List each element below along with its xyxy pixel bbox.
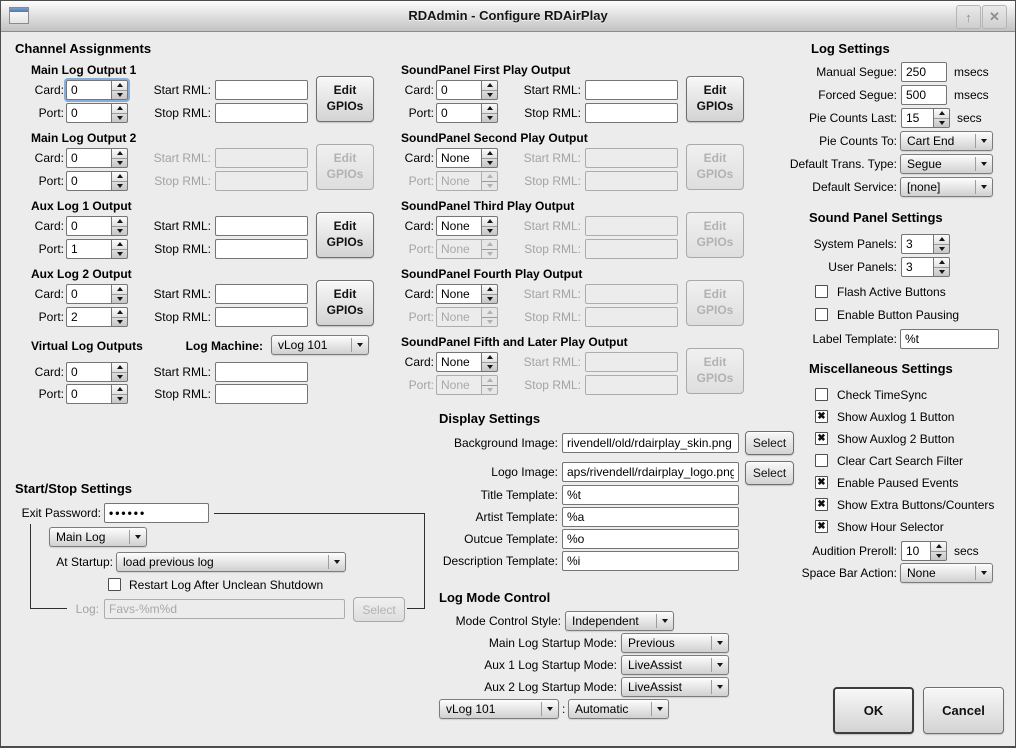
audition-preroll-label: Audition Preroll: bbox=[812, 544, 897, 558]
spin-up-icon[interactable] bbox=[934, 235, 949, 244]
group-title: SoundPanel First Play Output bbox=[401, 63, 571, 77]
spin-up-icon[interactable] bbox=[482, 353, 497, 362]
card-label: Card: bbox=[34, 287, 64, 301]
aux1-log-startup-mode-dropdown[interactable]: LiveAssist bbox=[621, 655, 729, 675]
startup-log-select-button: Select bbox=[353, 597, 405, 622]
start-rml-label: Start RML: bbox=[153, 287, 211, 301]
bracket-line bbox=[30, 524, 31, 609]
spin-down-icon[interactable] bbox=[934, 244, 949, 254]
card-value[interactable] bbox=[436, 352, 481, 372]
spin-up-icon[interactable] bbox=[112, 149, 127, 158]
start-rml-label: Start RML: bbox=[523, 151, 581, 165]
edit-gpios-button[interactable]: Edit GPIOs bbox=[316, 212, 374, 258]
edit-gpios-button: Edit GPIOs bbox=[686, 280, 744, 326]
card-value[interactable] bbox=[66, 80, 111, 100]
system-panels-label: System Panels: bbox=[813, 237, 897, 251]
spin-up-icon[interactable] bbox=[482, 217, 497, 226]
card-spinbox[interactable] bbox=[436, 80, 498, 100]
start-rml-input[interactable] bbox=[585, 80, 678, 100]
start-rml-label: Start RML: bbox=[153, 365, 211, 379]
cancel-button[interactable]: Cancel bbox=[923, 687, 1004, 734]
forced-segue-label: Forced Segue: bbox=[818, 88, 897, 102]
artist-template-input[interactable] bbox=[562, 507, 739, 527]
stop-rml-input bbox=[215, 171, 308, 191]
edit-gpios-button: Edit GPIOs bbox=[686, 348, 744, 394]
spin-up-icon[interactable] bbox=[934, 258, 949, 267]
spin-up-icon[interactable] bbox=[482, 149, 497, 158]
clear-cart-search-filter-label: Clear Cart Search Filter bbox=[837, 454, 964, 468]
exit-password-input[interactable] bbox=[104, 503, 209, 523]
dropdown-arrow-icon bbox=[711, 658, 728, 672]
spin-down-icon[interactable] bbox=[482, 113, 497, 123]
spin-down-icon[interactable] bbox=[482, 90, 497, 100]
background-image-label: Background Image: bbox=[453, 436, 558, 450]
card-value[interactable] bbox=[436, 216, 481, 236]
spin-up-icon[interactable] bbox=[112, 172, 127, 181]
spin-up-icon[interactable] bbox=[112, 217, 127, 226]
background-image-input[interactable] bbox=[562, 433, 739, 453]
log-mode-control-heading: Log Mode Control bbox=[439, 590, 551, 605]
clear-cart-search-filter-checkbox[interactable] bbox=[815, 454, 828, 467]
show-hour-selector-label: Show Hour Selector bbox=[837, 520, 944, 534]
miscellaneous-settings-heading: Miscellaneous Settings bbox=[809, 361, 953, 376]
stop-rml-input bbox=[585, 171, 678, 191]
manual-segue-label: Manual Segue: bbox=[816, 65, 897, 79]
group-title: Main Log Output 2 bbox=[31, 131, 137, 145]
stop-rml-input[interactable] bbox=[585, 103, 678, 123]
port-value[interactable] bbox=[436, 103, 481, 123]
logo-image-input[interactable] bbox=[562, 462, 739, 482]
spin-down-icon bbox=[482, 385, 497, 395]
port-value[interactable] bbox=[66, 171, 111, 191]
spin-down-icon[interactable] bbox=[482, 226, 497, 236]
card-label: Card: bbox=[404, 219, 434, 233]
card-value[interactable] bbox=[66, 216, 111, 236]
label-template-input[interactable] bbox=[900, 329, 999, 349]
show-auxlog2-checkbox[interactable]: ✖ bbox=[815, 432, 828, 445]
dropdown-arrow-icon bbox=[129, 530, 146, 544]
pie-counts-last-spinbox[interactable] bbox=[901, 108, 950, 128]
channel-group-soundpanel-third bbox=[401, 199, 746, 261]
card-spinbox[interactable] bbox=[436, 216, 498, 236]
spin-up-icon[interactable] bbox=[482, 285, 497, 294]
card-spinbox[interactable] bbox=[66, 284, 128, 304]
spin-up-icon bbox=[482, 172, 497, 181]
aux2-log-startup-mode-dropdown[interactable]: LiveAssist bbox=[621, 677, 729, 697]
card-spinbox[interactable] bbox=[66, 362, 128, 382]
stop-rml-label: Stop RML: bbox=[524, 310, 581, 324]
vlog-separator: : bbox=[562, 702, 566, 716]
card-spinbox[interactable] bbox=[436, 148, 498, 168]
port-label: Port: bbox=[408, 310, 434, 324]
dropdown-arrow-icon bbox=[711, 680, 728, 694]
spin-up-icon[interactable] bbox=[934, 109, 949, 118]
card-spinbox[interactable] bbox=[436, 352, 498, 372]
label-template-label: Label Template: bbox=[812, 332, 897, 346]
port-spinbox[interactable] bbox=[66, 384, 128, 404]
channel-assignments-heading: Channel Assignments bbox=[15, 41, 152, 56]
pie-counts-last-unit: secs bbox=[957, 111, 982, 125]
port-spinbox bbox=[436, 375, 498, 395]
start-rml-input bbox=[585, 352, 678, 372]
start-rml-input bbox=[215, 148, 308, 168]
port-label: Port: bbox=[408, 378, 434, 392]
port-spinbox bbox=[436, 239, 498, 259]
spin-down-icon[interactable] bbox=[482, 294, 497, 304]
title-template-input[interactable] bbox=[562, 485, 739, 505]
channel-group-aux-log-1 bbox=[31, 199, 376, 261]
port-spinbox bbox=[436, 171, 498, 191]
channel-group-soundpanel-fifth bbox=[401, 335, 746, 397]
group-title: Main Log Output 1 bbox=[31, 63, 137, 77]
start-rml-input bbox=[585, 216, 678, 236]
check-timesync-label: Check TimeSync bbox=[837, 388, 928, 402]
stop-rml-label: Stop RML: bbox=[154, 106, 211, 120]
card-label: Card: bbox=[404, 355, 434, 369]
restart-after-unclean-label: Restart Log After Unclean Shutdown bbox=[129, 578, 324, 592]
description-template-input[interactable] bbox=[562, 551, 739, 571]
stop-rml-label: Stop RML: bbox=[524, 174, 581, 188]
port-value[interactable] bbox=[66, 307, 111, 327]
spin-up-icon[interactable] bbox=[931, 542, 946, 551]
audition-preroll-spinbox[interactable] bbox=[901, 541, 947, 561]
channel-group-main-log-2 bbox=[31, 131, 376, 193]
start-rml-label: Start RML: bbox=[523, 219, 581, 233]
outcue-template-label: Outcue Template: bbox=[464, 532, 558, 546]
card-label: Card: bbox=[34, 365, 64, 379]
user-panels-value[interactable] bbox=[901, 257, 933, 277]
card-label: Card: bbox=[404, 83, 434, 97]
maximize-icon: ↑ bbox=[965, 9, 972, 25]
spin-down-icon[interactable] bbox=[931, 551, 946, 561]
spin-down-icon[interactable] bbox=[112, 394, 127, 404]
port-value[interactable] bbox=[66, 103, 111, 123]
card-spinbox[interactable] bbox=[66, 80, 128, 100]
card-spinbox[interactable] bbox=[66, 148, 128, 168]
port-label: Port: bbox=[38, 242, 64, 256]
stop-rml-input bbox=[585, 239, 678, 259]
start-rml-label: Start RML: bbox=[153, 83, 211, 97]
group-title: Aux Log 2 Output bbox=[31, 267, 132, 281]
channel-group-main-log-1 bbox=[31, 63, 376, 125]
dropdown-arrow-icon bbox=[975, 180, 992, 194]
port-label: Port: bbox=[38, 174, 64, 188]
spin-up-icon[interactable] bbox=[112, 81, 127, 90]
port-label: Port: bbox=[408, 106, 434, 120]
edit-gpios-button: Edit GPIOs bbox=[316, 144, 374, 190]
artist-template-label: Artist Template: bbox=[475, 510, 558, 524]
card-label: Card: bbox=[404, 151, 434, 165]
start-rml-input bbox=[585, 148, 678, 168]
forced-segue-unit: msecs bbox=[954, 88, 989, 102]
port-value[interactable] bbox=[66, 384, 111, 404]
card-value[interactable] bbox=[436, 80, 481, 100]
bracket-line bbox=[214, 513, 425, 514]
main-log-startup-mode-label: Main Log Startup Mode: bbox=[488, 636, 617, 650]
display-settings-heading: Display Settings bbox=[439, 411, 541, 426]
stop-rml-label: Stop RML: bbox=[524, 106, 581, 120]
start-rml-input[interactable] bbox=[215, 216, 308, 236]
description-template-label: Description Template: bbox=[442, 554, 558, 568]
enable-button-pausing-label: Enable Button Pausing bbox=[837, 308, 960, 322]
start-rml-label: Start RML: bbox=[153, 151, 211, 165]
port-value bbox=[436, 171, 481, 191]
title-template-label: Title Template: bbox=[480, 488, 558, 502]
port-spinbox bbox=[436, 307, 498, 327]
edit-gpios-button: Edit GPIOs bbox=[686, 144, 744, 190]
startup-log-machine-dropdown[interactable]: Main Log bbox=[49, 527, 147, 547]
stop-rml-input bbox=[585, 375, 678, 395]
dropdown-arrow-icon bbox=[975, 134, 992, 148]
manual-segue-unit: msecs bbox=[954, 65, 989, 79]
port-label: Port: bbox=[38, 387, 64, 401]
default-trans-type-dropdown[interactable]: Segue bbox=[900, 154, 993, 174]
card-label: Card: bbox=[34, 219, 64, 233]
stop-rml-label: Stop RML: bbox=[154, 310, 211, 324]
start-rml-input[interactable] bbox=[215, 362, 308, 382]
close-button[interactable] bbox=[982, 5, 1007, 29]
dropdown-arrow-icon bbox=[651, 702, 668, 716]
card-label: Card: bbox=[404, 287, 434, 301]
main-log-startup-mode-dropdown[interactable]: Previous bbox=[621, 633, 729, 653]
dropdown-arrow-icon bbox=[975, 157, 992, 171]
default-service-label: Default Service: bbox=[812, 180, 897, 194]
manual-segue-input[interactable] bbox=[901, 62, 947, 82]
port-value bbox=[436, 307, 481, 327]
space-bar-action-label: Space Bar Action: bbox=[801, 566, 897, 580]
stop-rml-label: Stop RML: bbox=[524, 242, 581, 256]
port-spinbox[interactable] bbox=[436, 103, 498, 123]
group-title: SoundPanel Fifth and Later Play Output bbox=[401, 335, 628, 349]
port-spinbox[interactable] bbox=[66, 239, 128, 259]
flash-active-buttons-checkbox[interactable] bbox=[815, 285, 828, 298]
port-spinbox[interactable] bbox=[66, 307, 128, 327]
spin-down-icon[interactable] bbox=[112, 317, 127, 327]
edit-gpios-button[interactable]: Edit GPIOs bbox=[686, 76, 744, 122]
vlog-mode-dropdown[interactable]: Automatic bbox=[568, 699, 669, 719]
spin-down-icon bbox=[482, 249, 497, 259]
card-value[interactable] bbox=[436, 148, 481, 168]
spin-up-icon[interactable] bbox=[482, 104, 497, 113]
bracket-line bbox=[424, 513, 425, 609]
stop-rml-input[interactable] bbox=[215, 239, 308, 259]
spin-up-icon[interactable] bbox=[112, 385, 127, 394]
exit-password-label: Exit Password: bbox=[21, 506, 101, 520]
dropdown-arrow-icon bbox=[656, 614, 673, 628]
edit-gpios-button: Edit GPIOs bbox=[686, 212, 744, 258]
edit-gpios-button[interactable]: Edit GPIOs bbox=[316, 280, 374, 326]
forced-segue-input[interactable] bbox=[901, 85, 947, 105]
aux1-log-startup-mode-label: Aux 1 Log Startup Mode: bbox=[484, 658, 617, 672]
mode-control-style-label: Mode Control Style: bbox=[455, 614, 561, 628]
stop-rml-label: Stop RML: bbox=[154, 242, 211, 256]
channel-group-aux-log-2 bbox=[31, 267, 376, 329]
port-spinbox[interactable] bbox=[66, 171, 128, 191]
stop-rml-label: Stop RML: bbox=[154, 174, 211, 188]
show-auxlog1-checkbox[interactable]: ✖ bbox=[815, 410, 828, 423]
show-extra-buttons-checkbox[interactable]: ✖ bbox=[815, 498, 828, 511]
spin-down-icon[interactable] bbox=[482, 362, 497, 372]
group-title: SoundPanel Third Play Output bbox=[401, 199, 575, 213]
spin-down-icon[interactable] bbox=[112, 90, 127, 100]
spin-up-icon[interactable] bbox=[112, 240, 127, 249]
sound-panel-settings-heading: Sound Panel Settings bbox=[809, 210, 943, 225]
audition-preroll-unit: secs bbox=[954, 544, 979, 558]
port-value[interactable] bbox=[66, 239, 111, 259]
enable-paused-events-checkbox[interactable]: ✖ bbox=[815, 476, 828, 489]
background-image-select-button[interactable]: Select bbox=[745, 431, 794, 455]
outcue-template-input[interactable] bbox=[562, 529, 739, 549]
enable-button-pausing-checkbox[interactable] bbox=[815, 308, 828, 321]
stop-rml-input bbox=[585, 307, 678, 327]
spin-down-icon[interactable] bbox=[934, 118, 949, 128]
user-panels-spinbox[interactable] bbox=[901, 257, 950, 277]
system-panels-value[interactable] bbox=[901, 234, 933, 254]
port-label: Port: bbox=[38, 310, 64, 324]
check-timesync-checkbox[interactable] bbox=[815, 388, 828, 401]
dropdown-arrow-icon bbox=[328, 555, 345, 569]
vlog-machine-dropdown[interactable]: vLog 101 bbox=[439, 699, 559, 719]
show-auxlog2-label: Show Auxlog 2 Button bbox=[837, 432, 955, 446]
start-rml-input[interactable] bbox=[215, 80, 308, 100]
at-startup-dropdown[interactable]: load previous log bbox=[116, 552, 346, 572]
channel-group-soundpanel-fourth bbox=[401, 267, 746, 329]
port-label: Port: bbox=[408, 242, 434, 256]
spin-up-icon bbox=[482, 240, 497, 249]
card-value[interactable] bbox=[436, 284, 481, 304]
spin-up-icon[interactable] bbox=[112, 104, 127, 113]
maximize-button[interactable] bbox=[956, 5, 981, 29]
spin-down-icon[interactable] bbox=[112, 158, 127, 168]
group-title: Aux Log 1 Output bbox=[31, 199, 132, 213]
group-title: SoundPanel Fourth Play Output bbox=[401, 267, 583, 281]
spin-down-icon[interactable] bbox=[112, 372, 127, 382]
card-label: Card: bbox=[34, 151, 64, 165]
card-spinbox[interactable] bbox=[66, 216, 128, 236]
start-rml-input[interactable] bbox=[215, 284, 308, 304]
stop-rml-label: Stop RML: bbox=[154, 387, 211, 401]
bracket-line bbox=[30, 608, 67, 609]
start-stop-settings-heading: Start/Stop Settings bbox=[15, 481, 133, 496]
spin-down-icon[interactable] bbox=[112, 181, 127, 191]
user-panels-label: User Panels: bbox=[828, 260, 897, 274]
default-trans-type-label: Default Trans. Type: bbox=[789, 157, 897, 171]
title-bar[interactable] bbox=[1, 1, 1015, 32]
group-title: SoundPanel Second Play Output bbox=[401, 131, 588, 145]
spin-down-icon[interactable] bbox=[112, 249, 127, 259]
card-spinbox[interactable] bbox=[436, 284, 498, 304]
stop-rml-label: Stop RML: bbox=[524, 378, 581, 392]
port-label: Port: bbox=[408, 174, 434, 188]
group-title: Virtual Log Outputs bbox=[31, 339, 143, 353]
start-rml-label: Start RML: bbox=[523, 83, 581, 97]
edit-gpios-button[interactable]: Edit GPIOs bbox=[316, 76, 374, 122]
spin-down-icon[interactable] bbox=[482, 158, 497, 168]
log-machine-label: Log Machine: bbox=[185, 339, 263, 353]
card-label: Card: bbox=[34, 83, 64, 97]
mode-control-style-dropdown[interactable]: Independent bbox=[565, 611, 674, 631]
stop-rml-input[interactable] bbox=[215, 307, 308, 327]
spin-down-icon bbox=[482, 181, 497, 191]
dropdown-arrow-icon bbox=[711, 636, 728, 650]
start-rml-label: Start RML: bbox=[523, 355, 581, 369]
show-extra-buttons-label: Show Extra Buttons/Counters bbox=[837, 498, 995, 512]
channel-group-virtual-log bbox=[31, 335, 376, 405]
space-bar-action-dropdown[interactable]: None bbox=[900, 563, 993, 583]
window-title: RDAdmin - Configure RDAirPlay bbox=[408, 8, 608, 23]
startup-log-label: Log: bbox=[75, 602, 99, 616]
port-value bbox=[436, 239, 481, 259]
card-value[interactable] bbox=[66, 362, 111, 382]
start-rml-input bbox=[585, 284, 678, 304]
logo-image-select-button[interactable]: Select bbox=[745, 461, 794, 485]
restart-after-unclean-checkbox[interactable] bbox=[108, 578, 121, 591]
logo-image-label: Logo Image: bbox=[491, 465, 558, 479]
enable-paused-events-label: Enable Paused Events bbox=[837, 476, 959, 490]
at-startup-label: At Startup: bbox=[56, 555, 113, 569]
port-label: Port: bbox=[38, 106, 64, 120]
pie-counts-last-label: Pie Counts Last: bbox=[808, 111, 897, 125]
spin-down-icon[interactable] bbox=[934, 267, 949, 277]
spin-up-icon bbox=[482, 308, 497, 317]
log-machine-dropdown[interactable]: vLog 101 bbox=[271, 335, 369, 355]
pie-counts-to-label: Pie Counts To: bbox=[819, 134, 897, 148]
port-spinbox[interactable] bbox=[66, 103, 128, 123]
spin-down-icon[interactable] bbox=[112, 113, 127, 123]
pie-counts-last-value[interactable] bbox=[901, 108, 933, 128]
dropdown-arrow-icon bbox=[351, 338, 368, 352]
default-service-dropdown[interactable]: [none] bbox=[900, 177, 993, 197]
start-rml-label: Start RML: bbox=[153, 219, 211, 233]
dropdown-arrow-icon bbox=[975, 566, 992, 580]
show-auxlog1-label: Show Auxlog 1 Button bbox=[837, 410, 955, 424]
spin-down-icon bbox=[482, 317, 497, 327]
channel-group-soundpanel-first bbox=[401, 63, 746, 125]
spin-down-icon[interactable] bbox=[112, 294, 127, 304]
pie-counts-to-dropdown[interactable]: Cart End bbox=[900, 131, 993, 151]
bracket-line bbox=[407, 608, 425, 609]
card-value[interactable] bbox=[66, 284, 111, 304]
card-value[interactable] bbox=[66, 148, 111, 168]
port-value bbox=[436, 375, 481, 395]
aux2-log-startup-mode-label: Aux 2 Log Startup Mode: bbox=[484, 680, 617, 694]
flash-active-buttons-label: Flash Active Buttons bbox=[837, 285, 946, 299]
start-rml-label: Start RML: bbox=[523, 287, 581, 301]
dropdown-arrow-icon bbox=[541, 702, 558, 716]
spin-up-icon[interactable] bbox=[112, 308, 127, 317]
close-icon: ✕ bbox=[989, 9, 1000, 24]
spin-up-icon[interactable] bbox=[112, 363, 127, 372]
show-hour-selector-checkbox[interactable]: ✖ bbox=[815, 520, 828, 533]
channel-group-soundpanel-second bbox=[401, 131, 746, 193]
system-panels-spinbox[interactable] bbox=[901, 234, 950, 254]
log-settings-heading: Log Settings bbox=[811, 41, 890, 56]
stop-rml-input[interactable] bbox=[215, 103, 308, 123]
audition-preroll-value[interactable] bbox=[901, 541, 930, 561]
startup-log-input bbox=[104, 599, 345, 619]
ok-button[interactable]: OK bbox=[833, 687, 914, 734]
spin-up-icon bbox=[482, 376, 497, 385]
spin-up-icon[interactable] bbox=[112, 285, 127, 294]
stop-rml-input[interactable] bbox=[215, 384, 308, 404]
spin-down-icon[interactable] bbox=[112, 226, 127, 236]
spin-up-icon[interactable] bbox=[482, 81, 497, 90]
